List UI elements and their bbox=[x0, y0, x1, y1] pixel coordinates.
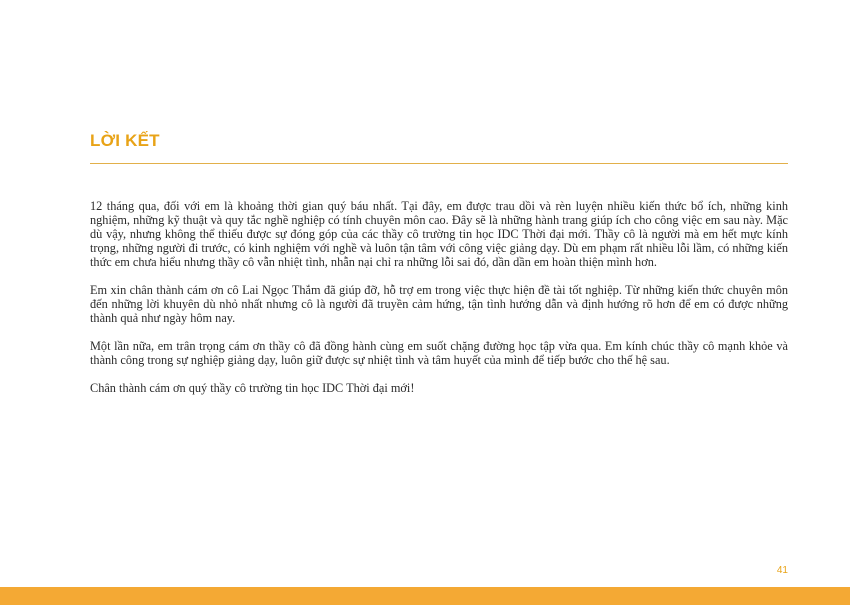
footer-bar bbox=[0, 587, 850, 605]
paragraph-1: 12 tháng qua, đối với em là khoảng thời gian quý báu nhất. Tại đây, em được trau dồi và rèn luyện nhiều kiến thức bổ ích, những kinh nghiệm, những kỹ thuật và quy tắc nghề nghiệp có tính chuyên môn cao. Đây sẽ là những hành trang giúp ích cho công việc em sau này. Mặc dù vậy, nhưng không thể thiếu được sự đóng góp của các thầy cô trường tin học IDC Thời đại mới. Thầy cô là người mà em hết mực kính trọng, những người đi trước, có kinh nghiệm với nghề và luôn tận tâm với công việc giảng dạy. Dù em phạm rất nhiều lỗi lầm, có những kiến thức em chưa hiểu nhưng thầy cô vẫn nhiệt tình, nhẫn nại chỉ ra những lỗi sai đó, dần dần em hoàn thiện mình hơn. bbox=[90, 199, 788, 269]
paragraph-3: Một lần nữa, em trân trọng cám ơn thầy cô đã đồng hành cùng em suốt chặng đường học tập vừa qua. Em kính chúc thầy cô mạnh khỏe và thành công trong sự nghiệp giảng dạy, luôn giữ được sự nhiệt tình và tâm huyết của mình để tiếp bước cho thế hệ sau. bbox=[90, 339, 788, 367]
page-number: 41 bbox=[776, 565, 788, 576]
page-title: LỜI KẾT bbox=[90, 131, 160, 150]
title-divider bbox=[90, 163, 788, 164]
paragraph-2: Em xin chân thành cám ơn cô Lai Ngọc Thắm đã giúp đỡ, hỗ trợ em trong việc thực hiện đề tài tốt nghiệp. Từ những kiến thức chuyên môn đến những lời khuyên dù nhỏ nhất nhưng cô là người đã truyền cảm hứng, tận tình hướng dẫn và định hướng rõ hơn để em có được những thành quả như ngày hôm nay. bbox=[90, 283, 788, 325]
body-text bbox=[90, 199, 788, 409]
paragraph-4: Chân thành cám ơn quý thầy cô trường tin học IDC Thời đại mới! bbox=[90, 381, 415, 395]
